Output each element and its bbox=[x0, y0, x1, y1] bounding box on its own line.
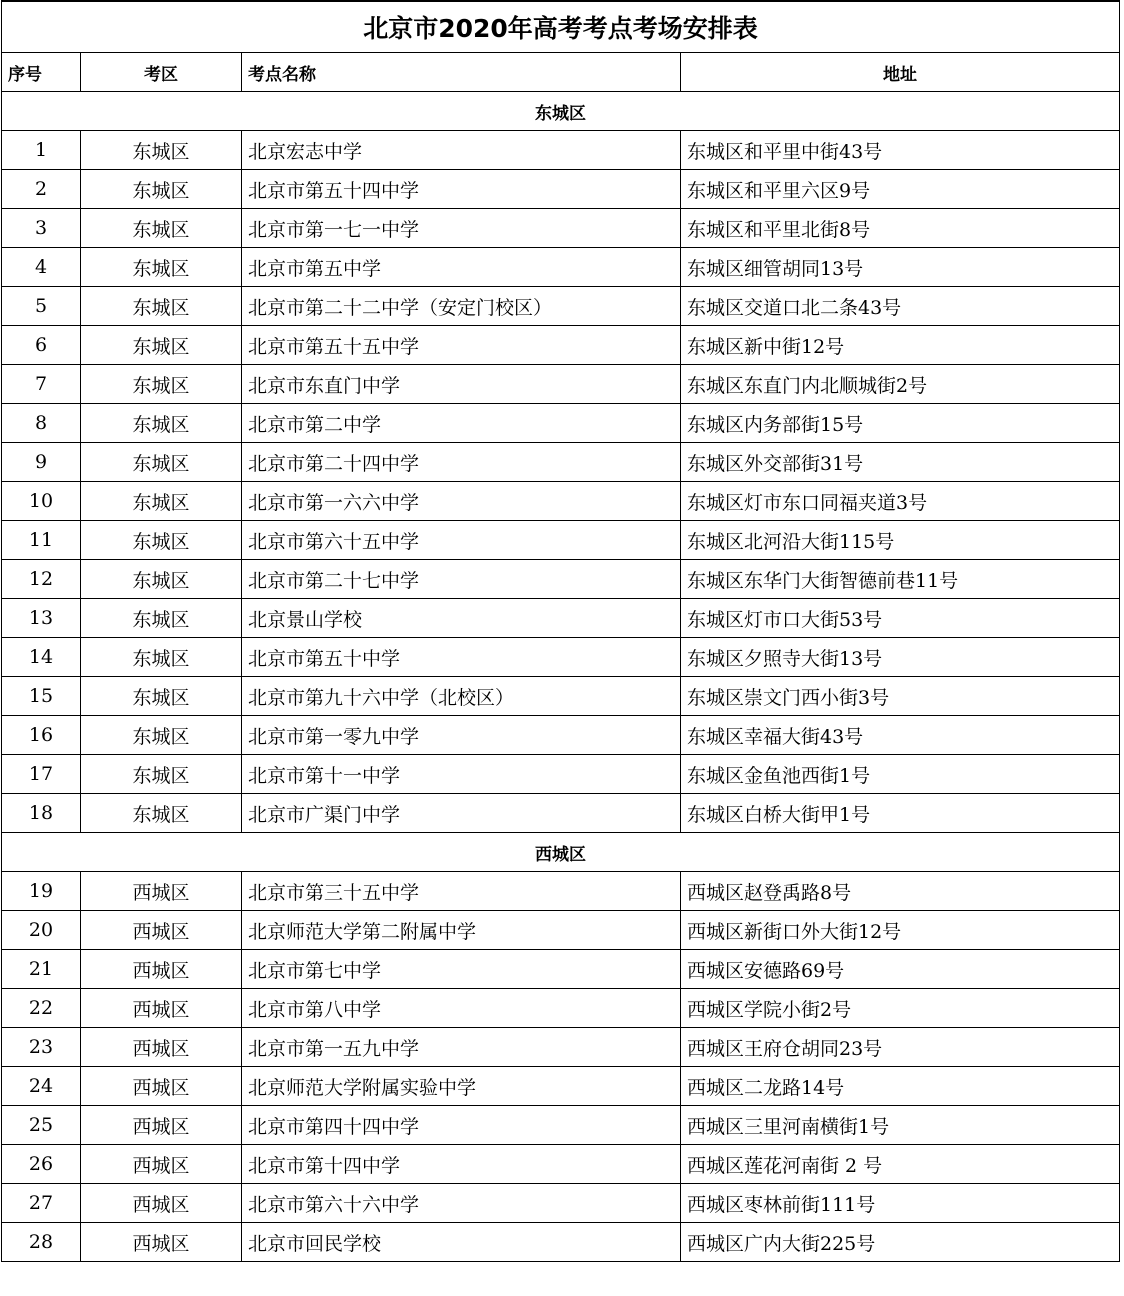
cell-district: 东城区 bbox=[81, 287, 242, 326]
cell-no: 18 bbox=[2, 794, 81, 833]
table-row bbox=[2, 1145, 1120, 1184]
cell-site-name: 北京市第一零九中学 bbox=[242, 716, 681, 755]
cell-district: 西城区 bbox=[81, 950, 242, 989]
cell-no: 2 bbox=[2, 170, 81, 209]
cell-district: 西城区 bbox=[81, 989, 242, 1028]
cell-no: 26 bbox=[2, 1145, 81, 1184]
table-row bbox=[2, 716, 1120, 755]
cell-site-name: 北京市第七中学 bbox=[242, 950, 681, 989]
cell-district: 东城区 bbox=[81, 365, 242, 404]
cell-site-name: 北京市第六十五中学 bbox=[242, 521, 681, 560]
cell-no: 19 bbox=[2, 872, 81, 911]
cell-no: 8 bbox=[2, 404, 81, 443]
cell-site-name: 北京市第五十四中学 bbox=[242, 170, 681, 209]
cell-site-name: 北京市第三十五中学 bbox=[242, 872, 681, 911]
cell-address: 西城区广内大街225号 bbox=[681, 1223, 1120, 1262]
cell-district: 东城区 bbox=[81, 560, 242, 599]
cell-no: 15 bbox=[2, 677, 81, 716]
cell-site-name: 北京市第四十四中学 bbox=[242, 1106, 681, 1145]
table-row bbox=[2, 989, 1120, 1028]
table-row bbox=[2, 482, 1120, 521]
cell-address: 东城区东华门大街智德前巷11号 bbox=[681, 560, 1120, 599]
table-row bbox=[2, 521, 1120, 560]
cell-site-name: 北京市第一六六中学 bbox=[242, 482, 681, 521]
cell-site-name: 北京市第八中学 bbox=[242, 989, 681, 1028]
cell-address: 东城区新中街12号 bbox=[681, 326, 1120, 365]
header-site-name: 考点名称 bbox=[242, 53, 681, 92]
cell-site-name: 北京市回民学校 bbox=[242, 1223, 681, 1262]
cell-site-name: 北京市第九十六中学（北校区） bbox=[242, 677, 681, 716]
cell-no: 21 bbox=[2, 950, 81, 989]
cell-district: 西城区 bbox=[81, 1223, 242, 1262]
table-row bbox=[2, 131, 1120, 170]
cell-no: 16 bbox=[2, 716, 81, 755]
cell-address: 东城区细管胡同13号 bbox=[681, 248, 1120, 287]
cell-site-name: 北京市第二十四中学 bbox=[242, 443, 681, 482]
cell-address: 东城区交道口北二条43号 bbox=[681, 287, 1120, 326]
cell-address: 西城区王府仓胡同23号 bbox=[681, 1028, 1120, 1067]
table-row bbox=[2, 170, 1120, 209]
cell-no: 7 bbox=[2, 365, 81, 404]
cell-address: 东城区灯市口大街53号 bbox=[681, 599, 1120, 638]
cell-address: 东城区崇文门西小街3号 bbox=[681, 677, 1120, 716]
cell-site-name: 北京市第五中学 bbox=[242, 248, 681, 287]
cell-district: 东城区 bbox=[81, 755, 242, 794]
header-no: 序号 bbox=[2, 53, 81, 92]
cell-no: 6 bbox=[2, 326, 81, 365]
section-label: 西城区 bbox=[2, 833, 1120, 872]
cell-no: 10 bbox=[2, 482, 81, 521]
section-row bbox=[2, 92, 1120, 131]
cell-district: 东城区 bbox=[81, 326, 242, 365]
cell-district: 西城区 bbox=[81, 1067, 242, 1106]
table-row bbox=[2, 209, 1120, 248]
table-row bbox=[2, 872, 1120, 911]
cell-address: 西城区赵登禹路8号 bbox=[681, 872, 1120, 911]
cell-district: 东城区 bbox=[81, 209, 242, 248]
cell-no: 20 bbox=[2, 911, 81, 950]
cell-site-name: 北京景山学校 bbox=[242, 599, 681, 638]
cell-district: 东城区 bbox=[81, 638, 242, 677]
section-label: 东城区 bbox=[2, 92, 1120, 131]
table-row bbox=[2, 638, 1120, 677]
cell-no: 23 bbox=[2, 1028, 81, 1067]
cell-no: 27 bbox=[2, 1184, 81, 1223]
table-row bbox=[2, 365, 1120, 404]
header-row bbox=[2, 53, 1120, 92]
cell-address: 东城区和平里北街8号 bbox=[681, 209, 1120, 248]
cell-no: 24 bbox=[2, 1067, 81, 1106]
cell-district: 西城区 bbox=[81, 911, 242, 950]
cell-district: 东城区 bbox=[81, 404, 242, 443]
cell-site-name: 北京市第二十七中学 bbox=[242, 560, 681, 599]
table-row bbox=[2, 599, 1120, 638]
cell-site-name: 北京市第十四中学 bbox=[242, 1145, 681, 1184]
cell-address: 西城区安德路69号 bbox=[681, 950, 1120, 989]
cell-no: 9 bbox=[2, 443, 81, 482]
table-row bbox=[2, 1106, 1120, 1145]
table-row bbox=[2, 1223, 1120, 1262]
table-row bbox=[2, 560, 1120, 599]
table-body bbox=[2, 1, 1120, 1262]
cell-site-name: 北京市第二中学 bbox=[242, 404, 681, 443]
cell-site-name: 北京市第六十六中学 bbox=[242, 1184, 681, 1223]
cell-address: 东城区北河沿大街115号 bbox=[681, 521, 1120, 560]
cell-site-name: 北京市第一五九中学 bbox=[242, 1028, 681, 1067]
cell-address: 东城区和平里六区9号 bbox=[681, 170, 1120, 209]
table-row bbox=[2, 794, 1120, 833]
table-row bbox=[2, 1028, 1120, 1067]
cell-district: 西城区 bbox=[81, 1145, 242, 1184]
table-row bbox=[2, 911, 1120, 950]
cell-site-name: 北京市第二十二中学（安定门校区） bbox=[242, 287, 681, 326]
cell-district: 西城区 bbox=[81, 1106, 242, 1145]
cell-address: 西城区新街口外大街12号 bbox=[681, 911, 1120, 950]
cell-district: 东城区 bbox=[81, 599, 242, 638]
cell-district: 东城区 bbox=[81, 170, 242, 209]
section-row bbox=[2, 833, 1120, 872]
cell-no: 4 bbox=[2, 248, 81, 287]
cell-address: 东城区内务部街15号 bbox=[681, 404, 1120, 443]
cell-address: 东城区外交部街31号 bbox=[681, 443, 1120, 482]
cell-no: 1 bbox=[2, 131, 81, 170]
table-row bbox=[2, 950, 1120, 989]
table-row bbox=[2, 326, 1120, 365]
cell-site-name: 北京市第五十五中学 bbox=[242, 326, 681, 365]
cell-site-name: 北京市第一七一中学 bbox=[242, 209, 681, 248]
cell-no: 25 bbox=[2, 1106, 81, 1145]
cell-address: 西城区二龙路14号 bbox=[681, 1067, 1120, 1106]
cell-address: 东城区幸福大街43号 bbox=[681, 716, 1120, 755]
cell-district: 东城区 bbox=[81, 131, 242, 170]
cell-no: 5 bbox=[2, 287, 81, 326]
cell-site-name: 北京师范大学第二附属中学 bbox=[242, 911, 681, 950]
cell-district: 西城区 bbox=[81, 872, 242, 911]
cell-site-name: 北京师范大学附属实验中学 bbox=[242, 1067, 681, 1106]
table-row bbox=[2, 1184, 1120, 1223]
cell-address: 东城区夕照寺大街13号 bbox=[681, 638, 1120, 677]
table-row bbox=[2, 443, 1120, 482]
cell-no: 13 bbox=[2, 599, 81, 638]
cell-site-name: 北京宏志中学 bbox=[242, 131, 681, 170]
exam-site-table bbox=[1, 0, 1120, 1262]
cell-district: 东城区 bbox=[81, 482, 242, 521]
table-row bbox=[2, 677, 1120, 716]
table-row bbox=[2, 404, 1120, 443]
cell-address: 东城区和平里中街43号 bbox=[681, 131, 1120, 170]
cell-site-name: 北京市第十一中学 bbox=[242, 755, 681, 794]
title-row bbox=[2, 1, 1120, 53]
cell-address: 东城区东直门内北顺城街2号 bbox=[681, 365, 1120, 404]
header-district: 考区 bbox=[81, 53, 242, 92]
cell-district: 西城区 bbox=[81, 1184, 242, 1223]
cell-site-name: 北京市第五十中学 bbox=[242, 638, 681, 677]
cell-no: 12 bbox=[2, 560, 81, 599]
cell-district: 东城区 bbox=[81, 794, 242, 833]
cell-no: 28 bbox=[2, 1223, 81, 1262]
cell-address: 东城区白桥大街甲1号 bbox=[681, 794, 1120, 833]
table-title: 北京市2020年高考考点考场安排表 bbox=[2, 1, 1120, 53]
cell-no: 14 bbox=[2, 638, 81, 677]
cell-district: 东城区 bbox=[81, 521, 242, 560]
cell-address: 西城区学院小街2号 bbox=[681, 989, 1120, 1028]
cell-address: 西城区枣林前街111号 bbox=[681, 1184, 1120, 1223]
cell-site-name: 北京市东直门中学 bbox=[242, 365, 681, 404]
header-address: 地址 bbox=[681, 53, 1120, 92]
cell-site-name: 北京市广渠门中学 bbox=[242, 794, 681, 833]
cell-district: 西城区 bbox=[81, 1028, 242, 1067]
cell-district: 东城区 bbox=[81, 248, 242, 287]
cell-address: 东城区灯市东口同福夹道3号 bbox=[681, 482, 1120, 521]
cell-address: 西城区莲花河南街 2 号 bbox=[681, 1145, 1120, 1184]
cell-no: 17 bbox=[2, 755, 81, 794]
cell-district: 东城区 bbox=[81, 716, 242, 755]
cell-no: 11 bbox=[2, 521, 81, 560]
table-row bbox=[2, 287, 1120, 326]
table-row bbox=[2, 1067, 1120, 1106]
cell-no: 22 bbox=[2, 989, 81, 1028]
cell-address: 西城区三里河南横街1号 bbox=[681, 1106, 1120, 1145]
cell-district: 东城区 bbox=[81, 443, 242, 482]
table-row bbox=[2, 755, 1120, 794]
cell-address: 东城区金鱼池西街1号 bbox=[681, 755, 1120, 794]
cell-no: 3 bbox=[2, 209, 81, 248]
cell-district: 东城区 bbox=[81, 677, 242, 716]
table-row bbox=[2, 248, 1120, 287]
